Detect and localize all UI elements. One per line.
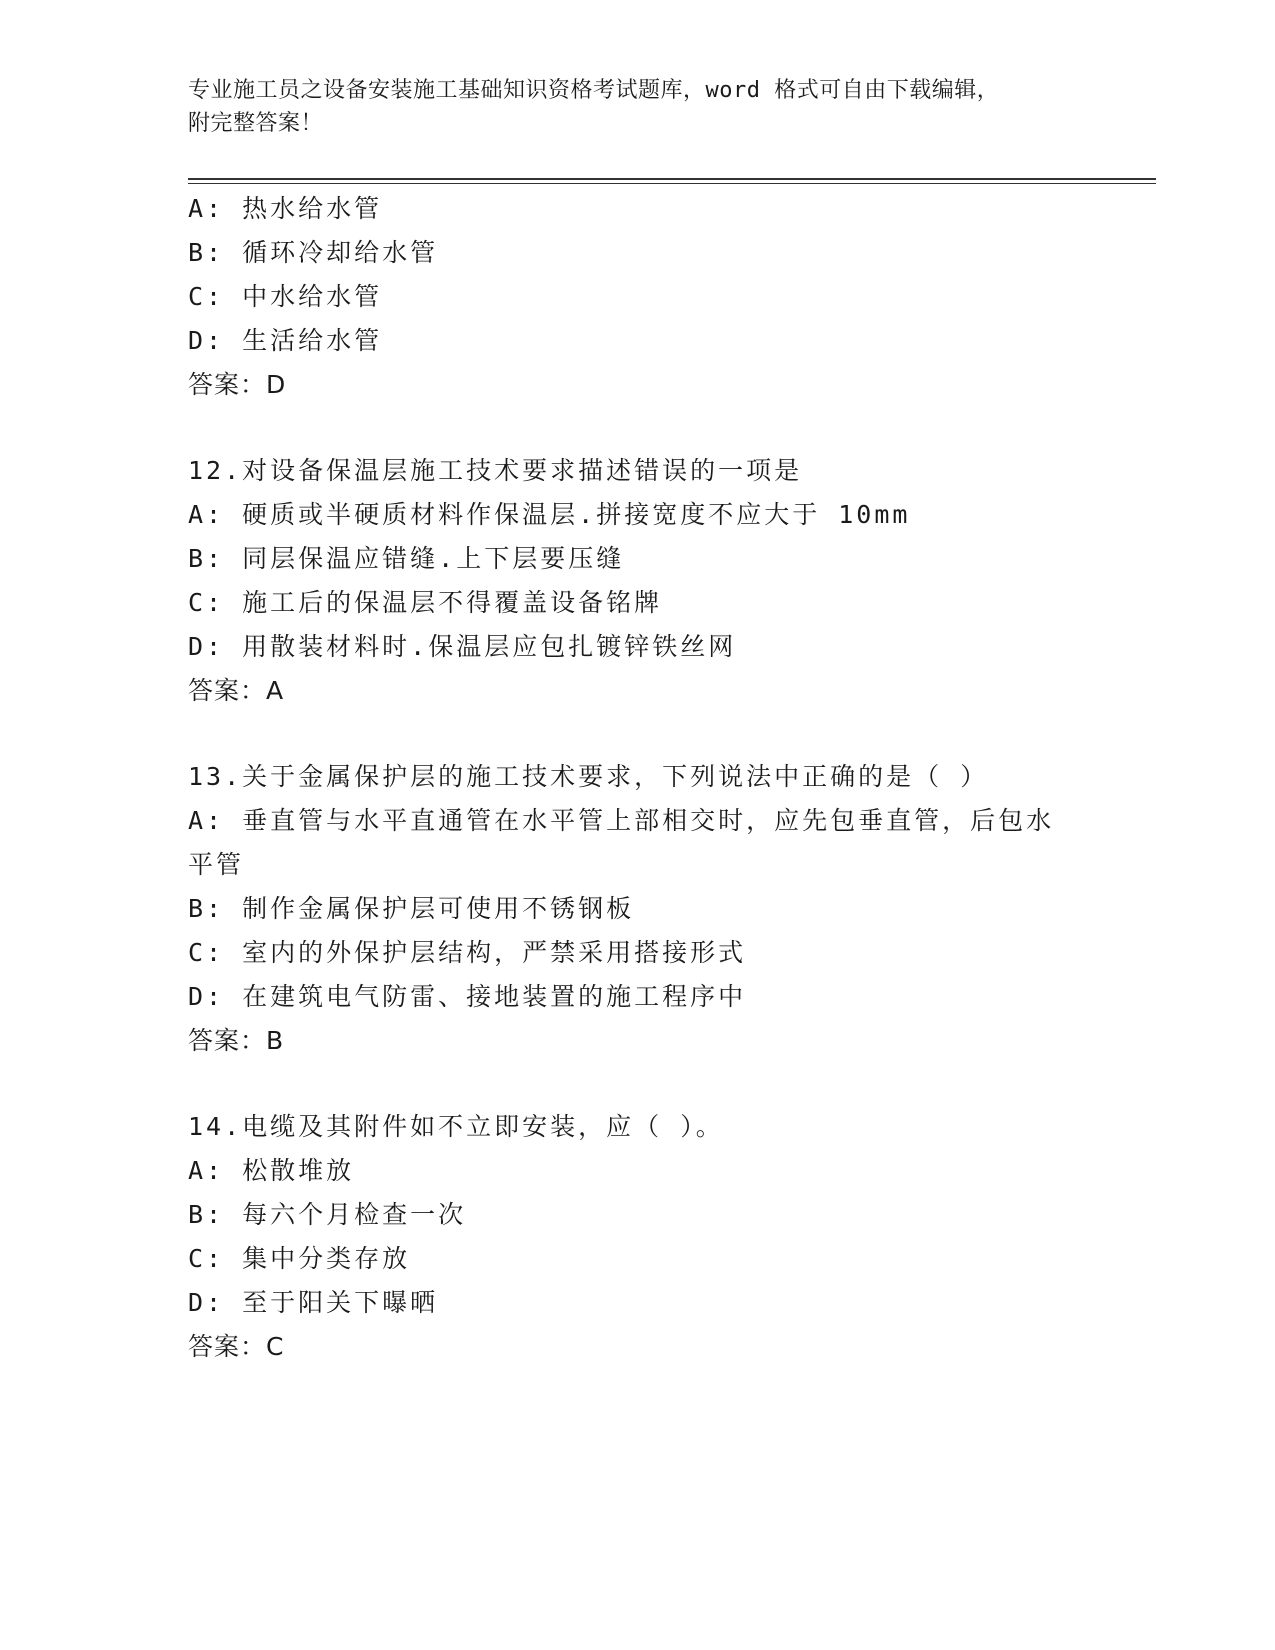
q13-option-a-line2: 平管 xyxy=(188,850,245,879)
q12-option-c: C: 施工后的保温层不得覆盖设备铭牌 xyxy=(188,588,663,617)
q11-answer: 答案：D xyxy=(188,370,287,399)
q11-option-d: D: 生活给水管 xyxy=(188,326,383,355)
q13-question: 13.关于金属保护层的施工技术要求，下列说法中正确的是（ ） xyxy=(188,762,989,791)
q14-option-b: B: 每六个月检查一次 xyxy=(188,1200,467,1229)
q14-option-d: D: 至于阳关下曝晒 xyxy=(188,1288,439,1317)
q13-option-a-line1: A: 垂直管与水平直通管在水平管上部相交时，应先包垂直管，后包水 xyxy=(188,806,1055,835)
q14-answer: 答案：C xyxy=(188,1332,285,1361)
q13-option-c: C: 室内的外保护层结构，严禁采用搭接形式 xyxy=(188,938,747,967)
header-line-1: 专业施工员之设备安装施工基础知识资格考试题库，word 格式可自由下载编辑， xyxy=(188,78,1000,103)
q11-option-c: C: 中水给水管 xyxy=(188,282,383,311)
document-header xyxy=(188,74,1088,140)
header-divider-thick xyxy=(188,178,1156,180)
q13-option-b: B: 制作金属保护层可使用不锈钢板 xyxy=(188,894,635,923)
q12-option-a: A: 硬质或半硬质材料作保温层.拼接宽度不应大于 10mm xyxy=(188,500,911,529)
q12-option-d: D: 用散装材料时.保温层应包扎镀锌铁丝网 xyxy=(188,632,737,661)
q12-answer: 答案：A xyxy=(188,676,285,705)
header-divider-thin xyxy=(188,183,1156,184)
header-line-2: 附完整答案！ xyxy=(188,111,324,136)
q14-option-a: A: 松散堆放 xyxy=(188,1156,355,1185)
q13-option-d: D: 在建筑电气防雷、接地装置的施工程序中 xyxy=(188,982,747,1011)
q14-question: 14.电缆及其附件如不立即安装，应（ ）。 xyxy=(188,1112,724,1141)
q11-option-a: A: 热水给水管 xyxy=(188,194,383,223)
q12-option-b: B: 同层保温应错缝.上下层要压缝 xyxy=(188,544,625,573)
q12-question: 12.对设备保温层施工技术要求描述错误的一项是 xyxy=(188,456,803,485)
q14-option-c: C: 集中分类存放 xyxy=(188,1244,411,1273)
q13-answer: 答案：B xyxy=(188,1026,285,1055)
q11-option-b: B: 循环冷却给水管 xyxy=(188,238,439,267)
